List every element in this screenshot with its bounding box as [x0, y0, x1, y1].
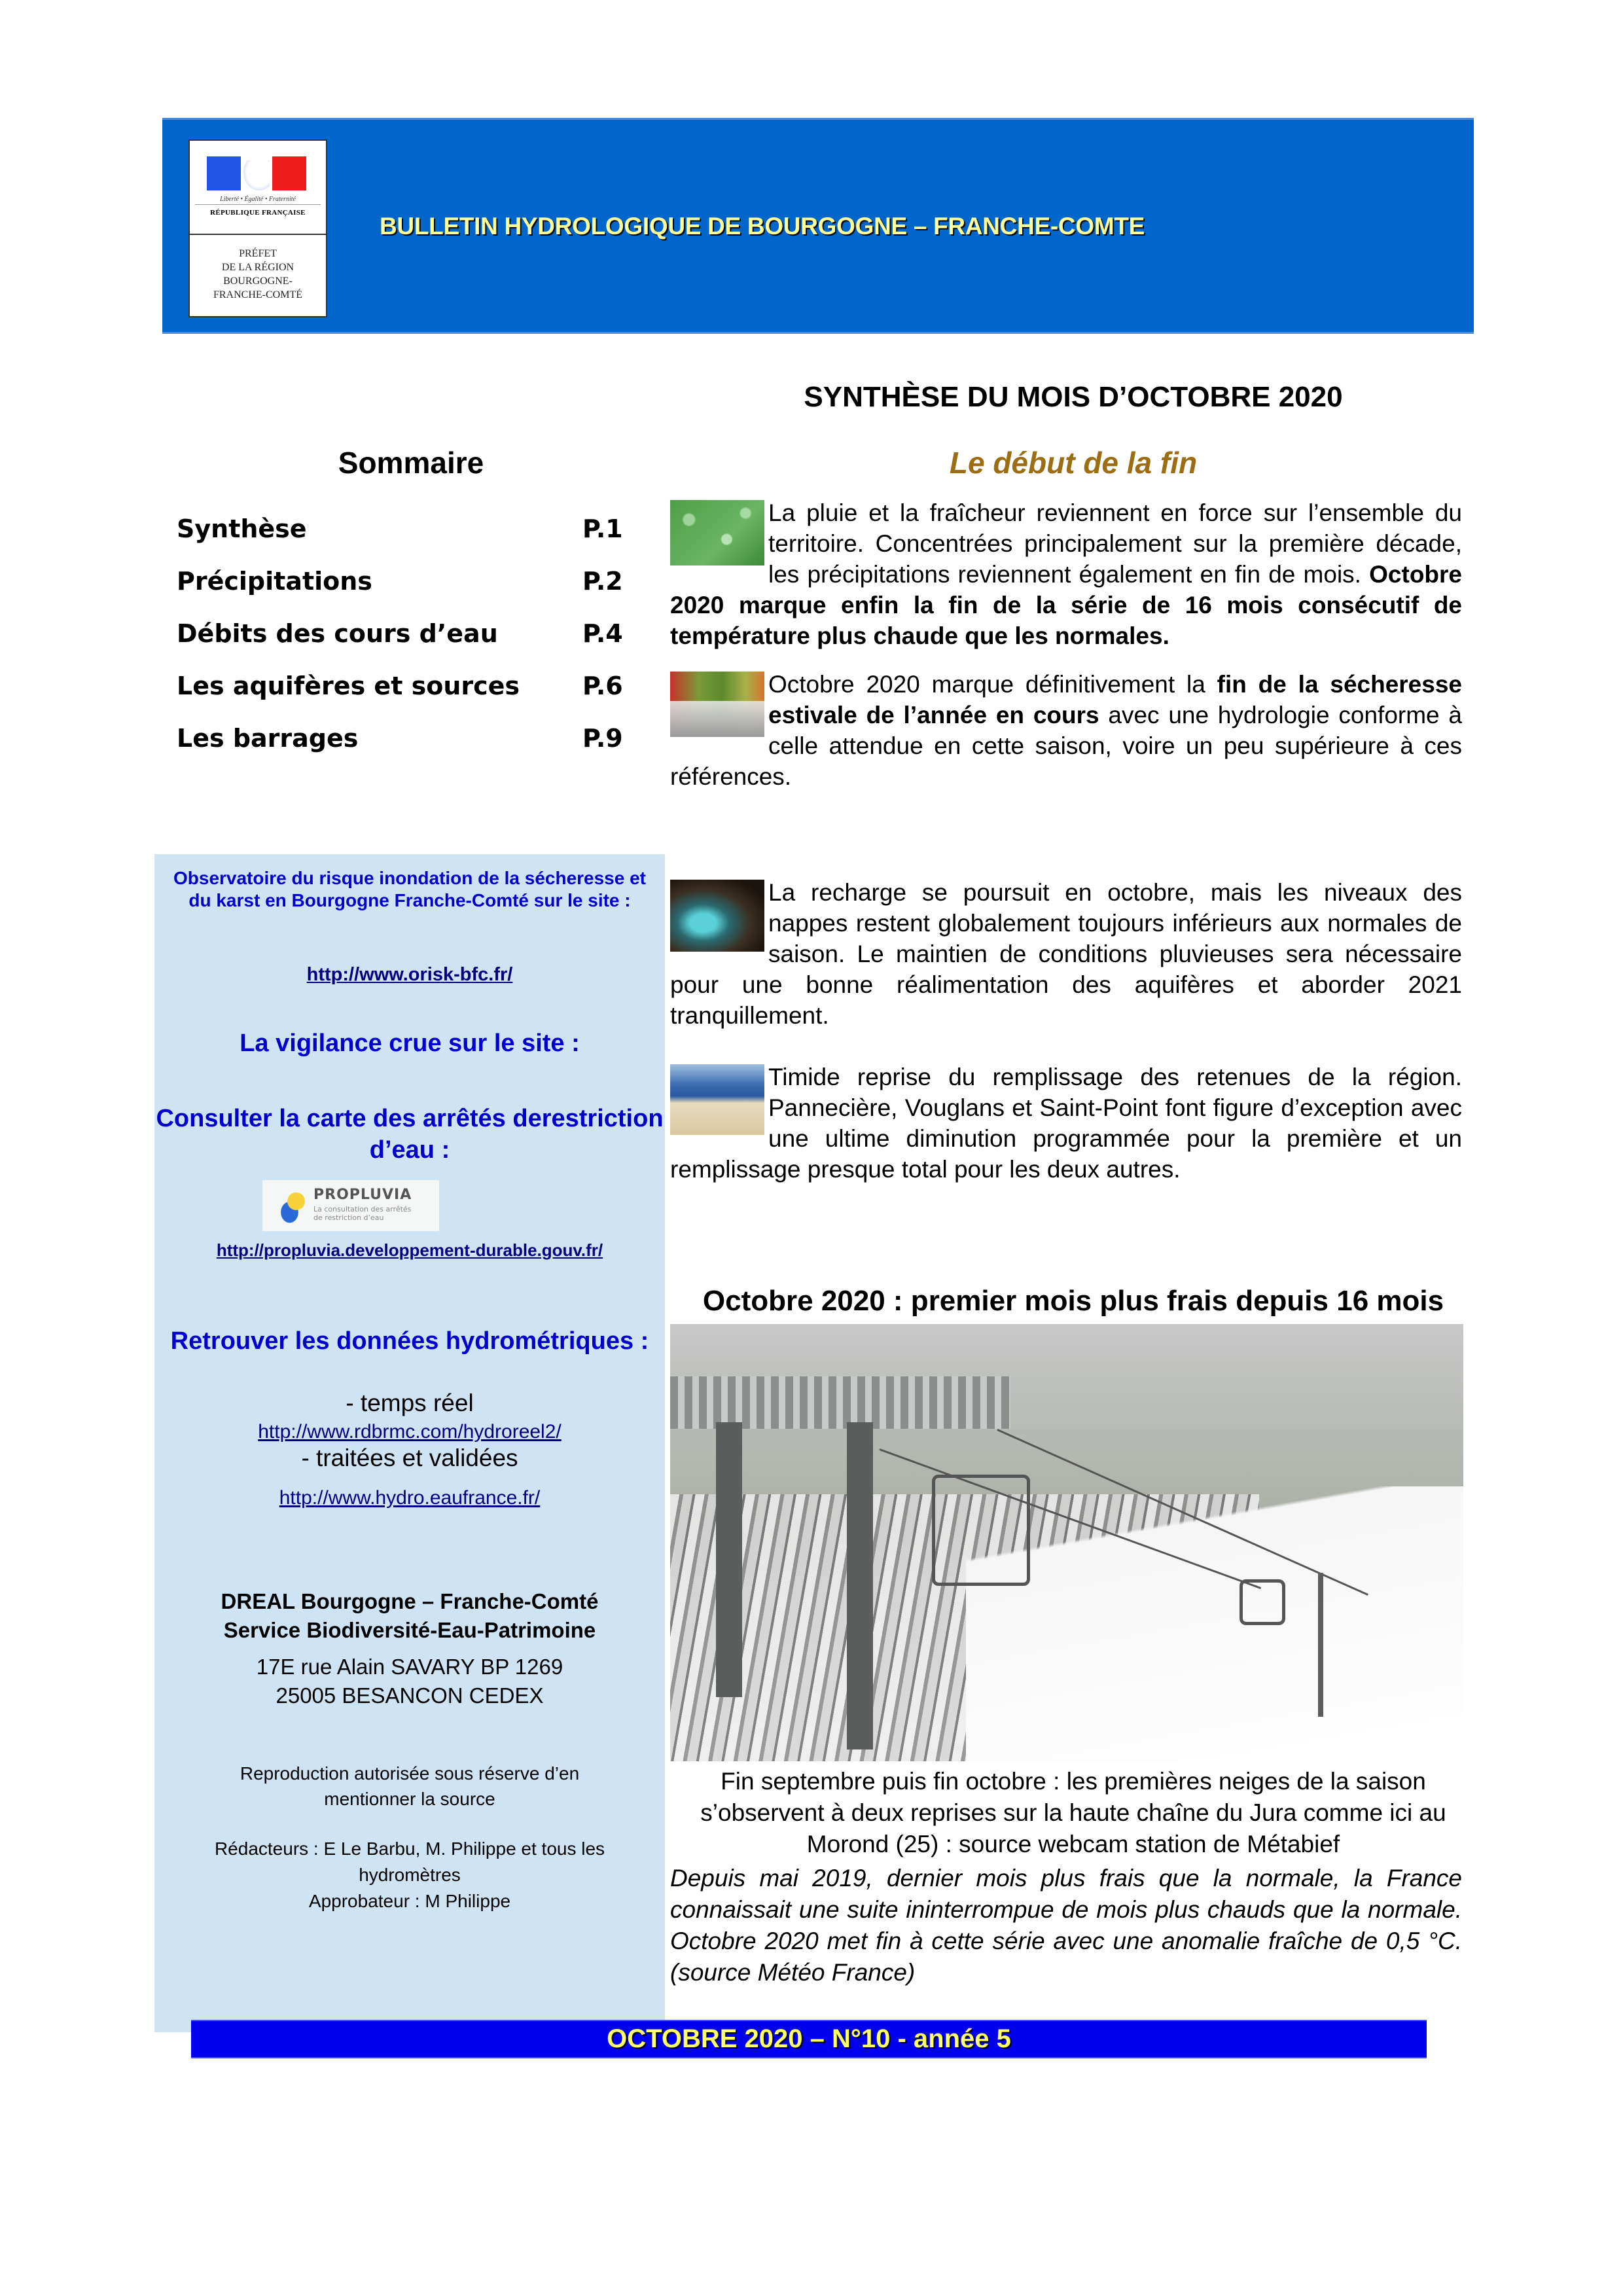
chairlift-pylon: [716, 1422, 742, 1697]
rdbrmc-link[interactable]: http://www.rdbrmc.com/hydroreel2/: [258, 1421, 562, 1443]
temps-reel-text: - temps réel: [346, 1390, 474, 1416]
dreal-name: DREAL Bourgogne – Franche-Comté: [221, 1589, 599, 1613]
footer-banner: [191, 2020, 1427, 2058]
chairlift-pylon: [847, 1422, 873, 1749]
marianne-block: [190, 141, 326, 235]
cave-water-icon: [670, 880, 764, 952]
address-block: [154, 1653, 665, 1710]
propluvia-tagline: [313, 1205, 411, 1222]
issue-label: OCTOBRE 2020 – N°10 - année 5: [607, 2024, 1011, 2053]
toc-item-aquiferes[interactable]: [177, 660, 628, 712]
synthese-title: SYNTHÈSE DU MOIS D’OCTOBRE 2020: [804, 381, 1343, 413]
sommaire-title: Sommaire: [338, 446, 484, 480]
prefet-line: PRÉFET: [239, 248, 277, 259]
orisk-link[interactable]: http://www.orisk-bfc.fr/: [306, 964, 513, 985]
toc-item-precipitations[interactable]: [177, 555, 628, 607]
hydro-eaufrance-link[interactable]: http://www.hydro.eaufrance.fr/: [279, 1487, 541, 1509]
toc-page: P.9: [582, 724, 623, 753]
prefet-line: FRANCHE-COMTÉ: [213, 289, 302, 300]
prefet-line: DE LA RÉGION: [221, 262, 294, 273]
photo-caption: Fin septembre puis fin octobre : les premières neiges de la saison s’observent à deux reprises sur la haute chaîne du Jura comme ici au Morond (25) : source webcam station de Métabief: [700, 1768, 1446, 1857]
retrouver-text: Retrouver les données hydrométriques :: [170, 1327, 649, 1355]
prefet-text: [190, 235, 326, 302]
snowy-chairlift-photo: [670, 1324, 1463, 1761]
approbateur-text: Approbateur : M Philippe: [308, 1891, 511, 1911]
address-city: 25005 BESANCON CEDEX: [276, 1683, 544, 1708]
republic-motto: Liberté • Égalité • Fraternité: [195, 196, 321, 205]
paragraph-precipitations: [670, 497, 1462, 651]
toc-page: P.2: [582, 567, 623, 596]
chairlift-beam: [670, 1376, 1010, 1429]
toc-page: P.1: [582, 514, 623, 543]
dam-icon: [670, 1064, 764, 1135]
paragraph-text: Timide reprise du remplissage des retenues de la région. Pannecière, Vouglans et Saint-Point font figure d’exception avec une ultime diminution programmée pour la première et un remplissage presque total pour les deux autres.: [670, 1064, 1462, 1183]
dreal-service: Service Biodiversité-Eau-Patrimoine: [223, 1618, 596, 1642]
paragraph-text: avec une hydrologie conforme à celle attendue en cette saison, voire un peu supérieure à ces références.: [670, 702, 1462, 790]
toc-label: Débits des cours d’eau: [177, 619, 498, 648]
paragraph-bold: Octobre 2020 marque enfin la fin de la série de 16 mois consécutif de température plus chaude que les normales.: [670, 561, 1462, 649]
propluvia-tagline-line: La consultation des arrêtés: [313, 1205, 412, 1213]
header-banner: [162, 118, 1474, 334]
toc-label: Les aquifères et sources: [177, 672, 520, 700]
toc-label: Les barrages: [177, 724, 359, 753]
paragraph-text: Octobre 2020 marque définitivement la: [768, 671, 1217, 698]
dreal-block: [154, 1587, 665, 1645]
toc-item-barrages[interactable]: [177, 712, 628, 764]
chairlift-chair: [932, 1475, 1030, 1586]
reproduction-notice: Reproduction autorisée sous réserve d’en mentionner la source: [240, 1763, 580, 1809]
republic-name: RÉPUBLIQUE FRANÇAISE: [210, 209, 306, 217]
carte-restriction-text: Consulter la carte des arrêtés derestriction d’eau :: [156, 1105, 664, 1164]
info-sidebar: [154, 854, 665, 2032]
address-street: 17E rue Alain SAVARY BP 1269: [256, 1655, 563, 1679]
propluvia-logo[interactable]: [262, 1180, 439, 1231]
paragraph-secheresse: [670, 669, 1462, 792]
toc-item-synthese[interactable]: [177, 503, 628, 555]
observatoire-text: Observatoire du risque inondation de la sécheresse et du karst en Bourgogne Franche-Comté sur le site :: [173, 868, 646, 910]
paragraph-bold: fin de la sécheresse estivale de l’année en cours: [768, 671, 1462, 728]
paragraph-nappes: [670, 877, 1462, 1031]
propluvia-tagline-line: de restriction d’eau: [313, 1213, 384, 1222]
prefecture-logo: [188, 139, 327, 317]
propluvia-link[interactable]: http://propluvia.developpement-durable.gouv.fr/: [216, 1240, 603, 1260]
sun-rain-icon: [278, 1187, 311, 1223]
table-of-contents: [177, 503, 628, 764]
feature-title: Octobre 2020 : premier mois plus frais depuis 16 mois: [702, 1285, 1444, 1317]
prefet-line: BOURGOGNE-: [223, 276, 293, 287]
rain-drops-icon: [670, 500, 764, 565]
chairlift-pylon: [1318, 1573, 1323, 1717]
paragraph-text: La recharge se poursuit en octobre, mais les niveaux des nappes restent globalement toujours inférieurs aux normales de saison. Le maintien de conditions pluvieuses sera nécessaire pour une bonne réalimentation des aquifères et aborder 2021 tranquillement.: [670, 879, 1462, 1029]
toc-item-debits[interactable]: [177, 607, 628, 660]
paragraph-text: La pluie et la fraîcheur reviennent en force sur l’ensemble du territoire. Concentrées principalement sur la première décade, les précipitations reviennent également en fin de mois.: [768, 499, 1462, 588]
toc-page: P.6: [582, 672, 623, 700]
propluvia-name: PROPLUVIA: [313, 1187, 412, 1203]
bulletin-title: BULLETIN HYDROLOGIQUE DE BOURGOGNE – FRANCHE-COMTE: [380, 213, 1145, 240]
chairlift-chair: [1240, 1579, 1285, 1625]
toc-page: P.4: [582, 619, 623, 648]
meteo-france-note: Depuis mai 2019, dernier mois plus frais que la normale, la France connaissait une suite ininterrompue de mois plus chauds que la normale. Octobre 2020 met fin à cette série avec une anomalie fraîche de 0,5 °C. (source Météo France): [670, 1865, 1462, 1986]
marianne-icon: [243, 160, 270, 190]
paragraph-barrages: [670, 1062, 1462, 1185]
vigilance-text: La vigilance crue sur le site :: [240, 1030, 580, 1057]
toc-label: Précipitations: [177, 567, 372, 596]
credits-block: [154, 1836, 665, 1914]
toc-label: Synthèse: [177, 514, 307, 543]
french-flag-icon: [207, 156, 306, 190]
redacteurs-text: Rédacteurs : E Le Barbu, M. Philippe et tous les hydromètres: [214, 1839, 605, 1885]
synthese-subtitle: Le début de la fin: [949, 446, 1198, 480]
autumn-river-icon: [670, 672, 764, 737]
traitees-text: - traitées et validées: [301, 1444, 518, 1471]
